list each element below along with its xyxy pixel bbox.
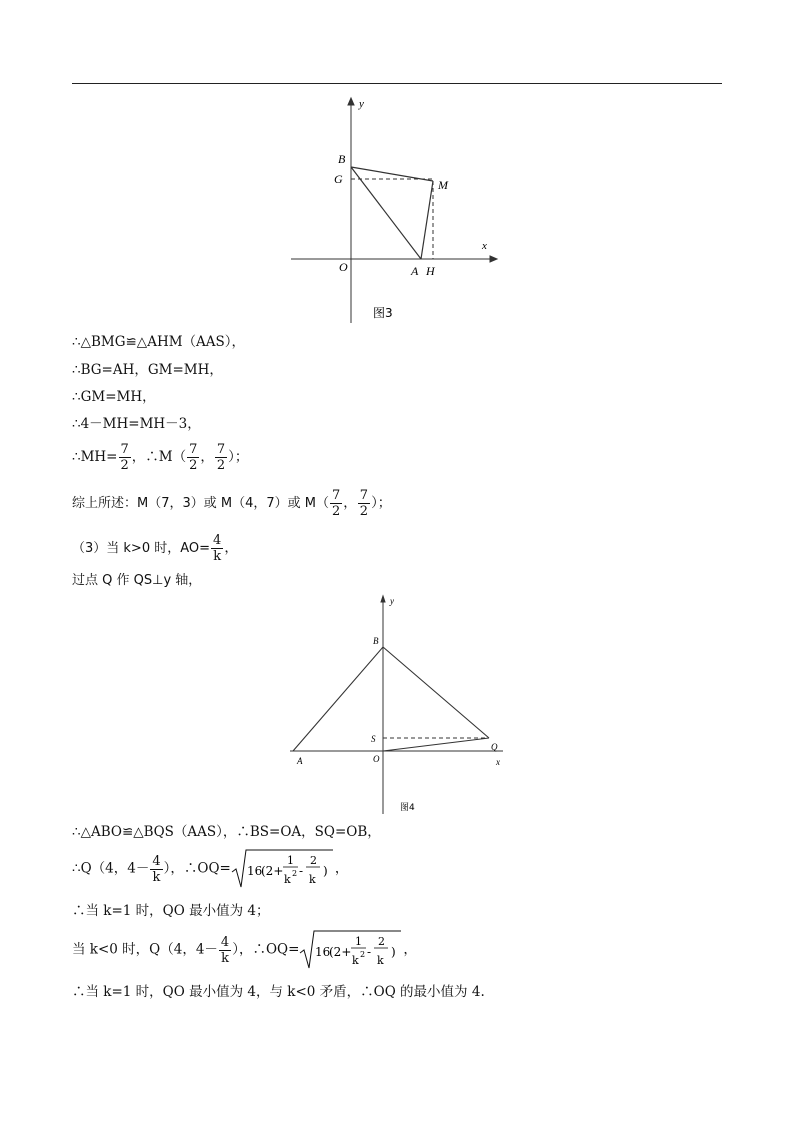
line-11: ∴当 k=1 时，QO 最小值为 4； bbox=[72, 903, 270, 919]
text: 综上所述：M（7，3）或 M（4，7）或 M（ bbox=[72, 496, 329, 511]
label-O: O bbox=[339, 260, 348, 274]
text: ），∴OQ= bbox=[163, 860, 231, 877]
line-3: ∴GM=MH， bbox=[72, 389, 156, 405]
fraction-7-2: $\frac{7}{2}$ bbox=[332, 488, 341, 519]
label-x: x bbox=[496, 757, 500, 767]
fraction-4-k: $\frac{4}{k}$ bbox=[213, 533, 222, 564]
label-B: B bbox=[373, 636, 379, 646]
text: ， bbox=[200, 449, 214, 465]
label-A: A bbox=[411, 264, 419, 278]
segment-BQ bbox=[383, 647, 489, 738]
text: ∴Q（4，4－ bbox=[72, 860, 150, 877]
sqrt-expression bbox=[299, 929, 403, 971]
svg-text:): ) bbox=[391, 945, 397, 959]
label-G: G bbox=[334, 172, 343, 186]
svg-text:1: 1 bbox=[355, 935, 363, 948]
y-axis-arrow bbox=[348, 98, 354, 105]
svg-text:-: - bbox=[298, 864, 303, 878]
label-S: S bbox=[371, 734, 376, 744]
text: ， bbox=[334, 860, 349, 877]
svg-text:1: 1 bbox=[286, 854, 294, 867]
fraction-7-2: $\frac{7}{2}$ bbox=[216, 442, 226, 473]
line-7 bbox=[72, 533, 238, 564]
fraction-4-k: $\frac{4}{k}$ bbox=[220, 934, 230, 966]
line-2: ∴BG=AH，GM=MH， bbox=[72, 362, 223, 378]
svg-text:2: 2 bbox=[360, 950, 366, 959]
line-10 bbox=[72, 848, 348, 890]
svg-text:(2+: (2+ bbox=[329, 945, 352, 959]
label-x: x bbox=[482, 240, 487, 252]
text: ， bbox=[403, 941, 417, 958]
text: 当 k<0 时，Q（4，4－ bbox=[72, 941, 218, 958]
svg-text:k: k bbox=[283, 873, 291, 886]
line-8: 过点 Q 作 QS⊥y 轴， bbox=[72, 573, 202, 588]
text: （3）当 k>0 时，AO= bbox=[72, 541, 211, 556]
header-rule bbox=[72, 83, 722, 84]
svg-text:2: 2 bbox=[291, 869, 297, 878]
svg-text:k: k bbox=[377, 954, 385, 967]
svg-text:-: - bbox=[367, 945, 372, 959]
text: ， bbox=[224, 540, 238, 556]
line-13: ∴当 k=1 时，QO 最小值为 4，与 k<0 矛盾，∴OQ 的最小值为 4. bbox=[72, 984, 485, 1000]
label-B: B bbox=[338, 152, 346, 166]
fraction-7-2: $\frac{7}{2}$ bbox=[120, 442, 129, 473]
text: ∴MH= bbox=[72, 449, 118, 465]
svg-text:k: k bbox=[308, 873, 316, 886]
sqrt-expression bbox=[231, 848, 335, 890]
segment-AM bbox=[421, 181, 433, 259]
svg-text:2: 2 bbox=[309, 854, 317, 867]
label-M: M bbox=[438, 178, 448, 192]
line-6 bbox=[72, 488, 391, 519]
line-5 bbox=[72, 442, 248, 473]
segment-AB bbox=[293, 647, 383, 751]
svg-text:): ) bbox=[322, 864, 328, 878]
fraction-7-2: $\frac{7}{2}$ bbox=[189, 442, 198, 473]
fraction-4-k: $\frac{4}{k}$ bbox=[152, 853, 161, 885]
figure-3 bbox=[285, 95, 500, 325]
svg-text:k: k bbox=[352, 954, 360, 967]
text: ， bbox=[343, 495, 357, 511]
text: ，∴M（ bbox=[131, 449, 187, 465]
svg-text:(2+: (2+ bbox=[260, 864, 284, 878]
line-12 bbox=[72, 929, 417, 971]
label-H: H bbox=[426, 264, 435, 278]
figure-4 bbox=[285, 592, 510, 817]
segment-OQ bbox=[383, 738, 489, 751]
label-y: y bbox=[390, 596, 394, 606]
text: ），∴OQ= bbox=[232, 941, 300, 958]
label-Q: Q bbox=[491, 742, 498, 752]
label-y: y bbox=[359, 98, 364, 110]
label-A: A bbox=[297, 756, 303, 766]
svg-text:16: 16 bbox=[246, 864, 263, 878]
figure-4-caption: 图4 bbox=[400, 803, 415, 813]
fraction-7-2: $\frac{7}{2}$ bbox=[359, 488, 369, 519]
segment-BM bbox=[351, 167, 433, 181]
svg-text:2: 2 bbox=[378, 935, 386, 948]
text: ）； bbox=[371, 495, 392, 511]
x-axis-arrow bbox=[490, 256, 497, 262]
line-4: ∴4－MH=MH－3， bbox=[72, 416, 201, 432]
label-O: O bbox=[373, 754, 380, 764]
segment-BA bbox=[351, 167, 421, 259]
text: ）； bbox=[228, 449, 249, 465]
figure-3-caption: 图3 bbox=[373, 306, 393, 320]
y-axis-arrow bbox=[381, 596, 385, 602]
svg-text:16: 16 bbox=[315, 945, 331, 959]
line-9: ∴△ABO≌△BQS（AAS），∴BS=OA，SQ=OB， bbox=[72, 824, 381, 840]
line-1: ∴△BMG≌△AHM（AAS）， bbox=[72, 334, 246, 350]
